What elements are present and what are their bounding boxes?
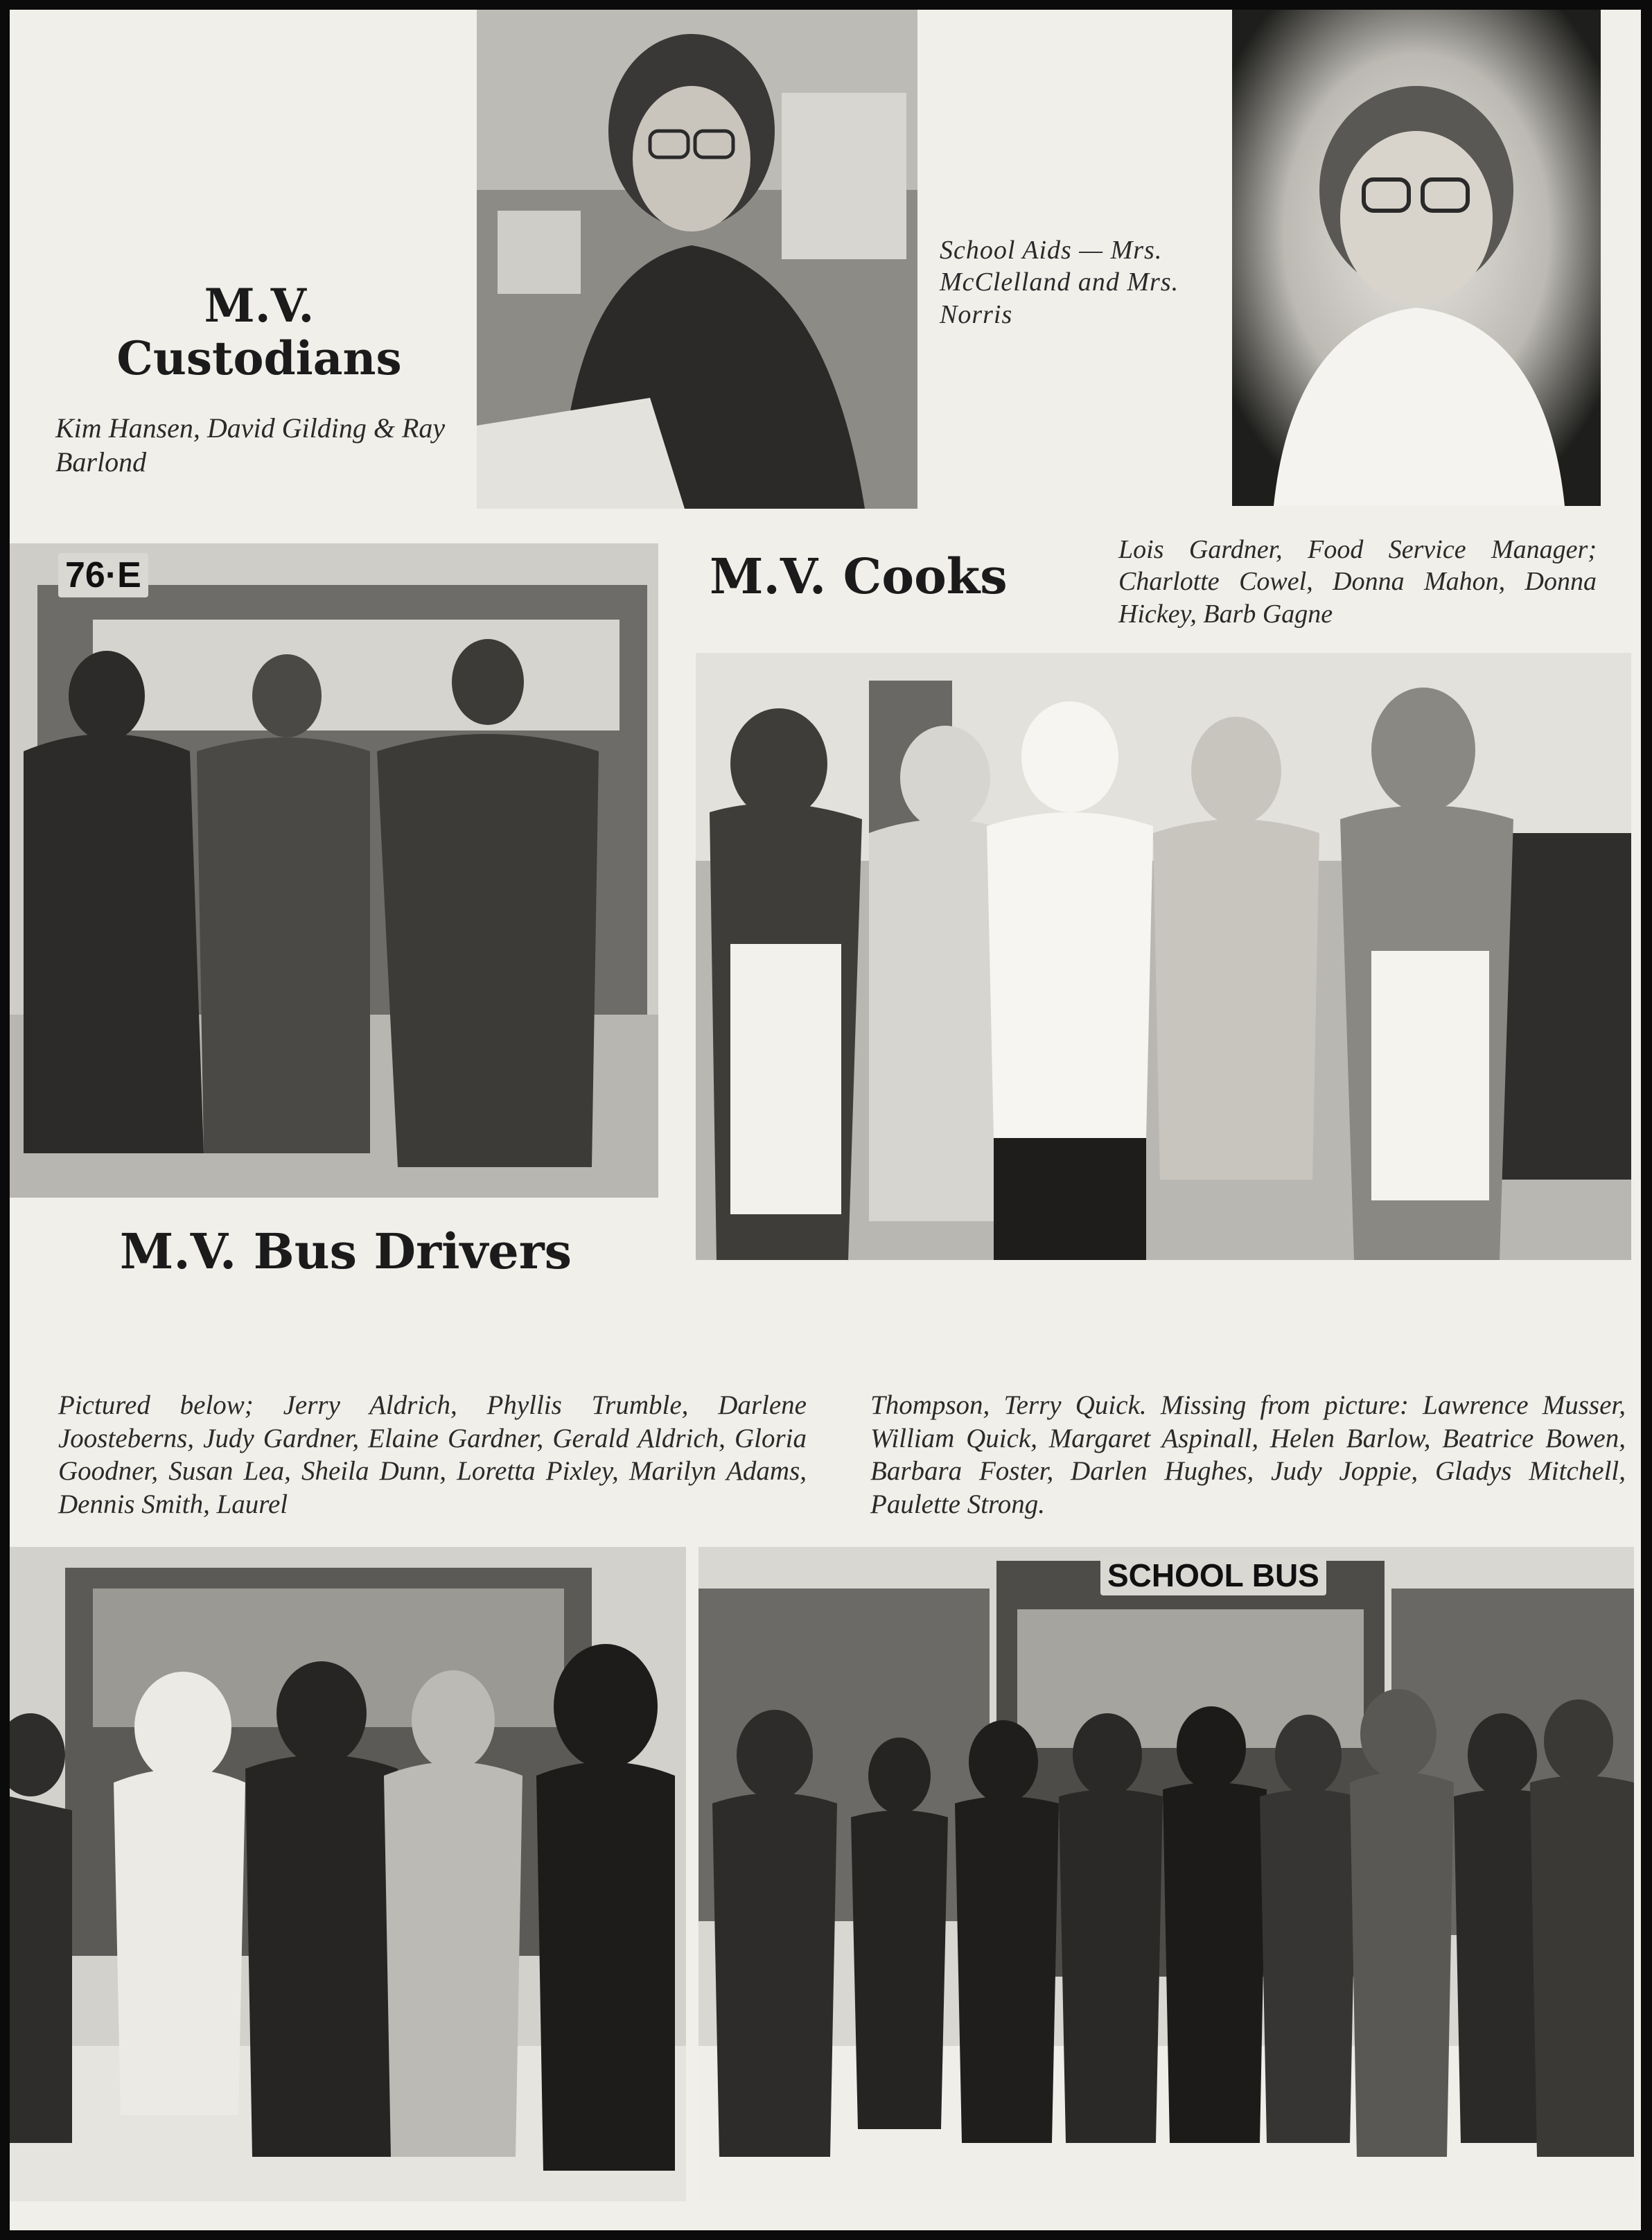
- custodians-heading-line2: Custodians: [116, 331, 402, 385]
- school-aids-caption: School Aids — Mrs. McClelland and Mrs. Norris: [940, 236, 1179, 329]
- bus-drivers-heading: M.V. Bus Drivers: [119, 1223, 572, 1280]
- custodians-caption: Kim Hansen, David Gilding & Ray Barlond: [55, 412, 446, 478]
- bus-drivers-group-photo-right: [698, 1547, 1634, 2201]
- custodians-heading-line1: M.V.: [204, 279, 315, 333]
- school-aid-norris-photo: [1232, 10, 1601, 506]
- yearbook-page: [10, 10, 1641, 2230]
- custodians-heading: [79, 280, 439, 385]
- bus-drivers-group-photo-left: [10, 1547, 686, 2201]
- group-caption-right: Thompson, Terry Quick. Missing from picture: Lawrence Musser, William Quick, Margaret Aspinall, Helen Barlow, Beatrice Bowen, Barbara Foster, Darlen Hughes, Judy Joppie, Gladys Mitchell, Paulette Strong.: [870, 1390, 1626, 1519]
- cooks-heading: M.V. Cooks: [710, 548, 1008, 605]
- bus-number-label: 76·E: [58, 553, 148, 597]
- cooks-photo: [696, 653, 1631, 1260]
- custodians-photo: [10, 543, 658, 1198]
- cooks-caption: Lois Gardner, Food Service Manager; Charlotte Cowel, Donna Mahon, Donna Hickey, Barb Gagne: [1118, 535, 1597, 629]
- school-aid-mcclelland-photo: [477, 10, 917, 509]
- school-bus-sign: SCHOOL BUS: [1100, 1555, 1326, 1595]
- group-caption-left: Pictured below; Jerry Aldrich, Phyllis Trumble, Darlene Joosteberns, Judy Gardner, Elaine Gardner, Gerald Aldrich, Gloria Goodner, Susan Lea, Sheila Dunn, Loretta Pixley, Marilyn Adams, Dennis Smith, Laurel: [58, 1390, 807, 1519]
